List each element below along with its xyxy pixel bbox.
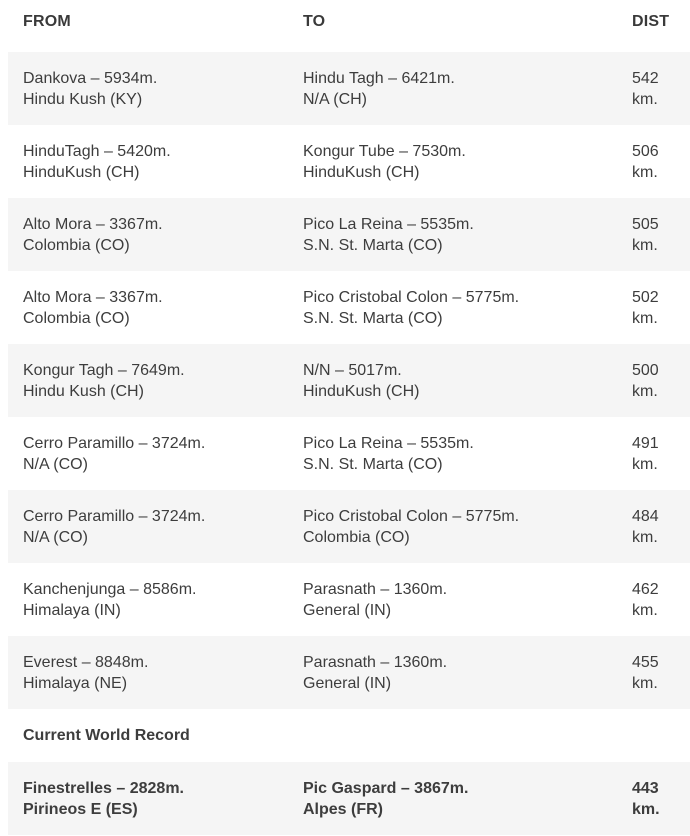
dist-number: 505 xyxy=(632,215,659,233)
to-cell xyxy=(288,68,617,110)
to-region: S.N. St. Marta (CO) xyxy=(303,236,443,254)
dist-unit: km. xyxy=(632,601,658,619)
dist-cell xyxy=(617,652,690,694)
table-row xyxy=(8,344,690,417)
record-to-cell xyxy=(288,778,617,820)
dist-cell xyxy=(617,579,690,621)
from-cell xyxy=(8,433,288,475)
record-dist-cell xyxy=(617,778,690,820)
from-name: Everest – 8848m. xyxy=(23,653,149,671)
to-cell xyxy=(288,287,617,329)
from-region: Himalaya (NE) xyxy=(23,674,128,692)
header-from: FROM xyxy=(23,13,71,30)
from-name: Kanchenjunga – 8586m. xyxy=(23,580,197,598)
dist-cell xyxy=(617,433,690,475)
from-region: Colombia (CO) xyxy=(23,309,130,327)
dist-unit: km. xyxy=(632,455,658,473)
dist-unit: km. xyxy=(632,163,658,181)
from-cell xyxy=(8,287,288,329)
record-row xyxy=(8,762,690,835)
from-cell xyxy=(8,360,288,402)
record-to-name: Pic Gaspard – 3867m. xyxy=(303,779,469,797)
to-region: HinduKush (CH) xyxy=(303,163,420,181)
to-region: General (IN) xyxy=(303,674,392,692)
from-name: Alto Mora – 3367m. xyxy=(23,288,163,306)
to-name: Pico Cristobal Colon – 5775m. xyxy=(303,288,520,306)
table-row xyxy=(8,125,690,198)
table-row xyxy=(8,563,690,636)
dist-unit: km. xyxy=(632,528,658,546)
dist-cell xyxy=(617,68,690,110)
to-name: Pico La Reina – 5535m. xyxy=(303,434,474,452)
dist-unit: km. xyxy=(632,90,658,108)
table-row xyxy=(8,198,690,271)
to-region: General (IN) xyxy=(303,601,392,619)
dist-cell xyxy=(617,141,690,183)
to-cell xyxy=(288,214,617,256)
to-name: Kongur Tube – 7530m. xyxy=(303,142,466,160)
from-name: HinduTagh – 5420m. xyxy=(23,142,171,160)
table-row xyxy=(8,417,690,490)
to-name: Hindu Tagh – 6421m. xyxy=(303,69,455,87)
to-cell xyxy=(288,360,617,402)
from-region: Himalaya (IN) xyxy=(23,601,121,619)
from-name: Cerro Paramillo – 3724m. xyxy=(23,507,206,525)
dist-cell xyxy=(617,360,690,402)
from-cell xyxy=(8,579,288,621)
record-dist-unit: km. xyxy=(632,800,660,818)
record-dist-number: 443 xyxy=(632,779,659,797)
dist-number: 484 xyxy=(632,507,659,525)
from-name: Cerro Paramillo – 3724m. xyxy=(23,434,206,452)
dist-number: 462 xyxy=(632,580,659,598)
dist-unit: km. xyxy=(632,309,658,327)
record-from-region: Pirineos E (ES) xyxy=(23,800,138,818)
table-header xyxy=(8,0,690,45)
to-cell xyxy=(288,433,617,475)
to-cell xyxy=(288,506,617,548)
from-region: Hindu Kush (KY) xyxy=(23,90,143,108)
from-region: HinduKush (CH) xyxy=(23,163,140,181)
record-from-name: Finestrelles – 2828m. xyxy=(23,779,184,797)
dist-number: 455 xyxy=(632,653,659,671)
from-cell xyxy=(8,68,288,110)
from-name: Kongur Tagh – 7649m. xyxy=(23,361,185,379)
to-cell xyxy=(288,579,617,621)
from-name: Alto Mora – 3367m. xyxy=(23,215,163,233)
dist-unit: km. xyxy=(632,382,658,400)
from-cell xyxy=(8,652,288,694)
from-region: N/A (CO) xyxy=(23,528,88,546)
table-row xyxy=(8,490,690,563)
to-cell xyxy=(288,652,617,694)
record-to-region: Alpes (FR) xyxy=(303,800,383,818)
dist-cell xyxy=(617,506,690,548)
dist-number: 491 xyxy=(632,434,659,452)
to-cell xyxy=(288,141,617,183)
to-name: N/N – 5017m. xyxy=(303,361,402,379)
record-section-title: Current World Record xyxy=(23,726,190,744)
dist-cell xyxy=(617,214,690,256)
to-region: S.N. St. Marta (CO) xyxy=(303,455,443,473)
from-cell xyxy=(8,141,288,183)
dist-number: 506 xyxy=(632,142,659,160)
table-row xyxy=(8,636,690,709)
from-name: Dankova – 5934m. xyxy=(23,69,158,87)
to-region: Colombia (CO) xyxy=(303,528,410,546)
from-region: Hindu Kush (CH) xyxy=(23,382,144,400)
dist-number: 542 xyxy=(632,69,659,87)
from-region: Colombia (CO) xyxy=(23,236,130,254)
dist-unit: km. xyxy=(632,236,658,254)
record-from-cell xyxy=(8,778,288,820)
dist-unit: km. xyxy=(632,674,658,692)
dist-number: 502 xyxy=(632,288,659,306)
table-row xyxy=(8,271,690,344)
to-name: Parasnath – 1360m. xyxy=(303,653,448,671)
from-cell xyxy=(8,506,288,548)
to-region: HinduKush (CH) xyxy=(303,382,420,400)
from-cell xyxy=(8,214,288,256)
to-name: Parasnath – 1360m. xyxy=(303,580,448,598)
dist-cell xyxy=(617,287,690,329)
to-region: S.N. St. Marta (CO) xyxy=(303,309,443,327)
to-name: Pico La Reina – 5535m. xyxy=(303,215,474,233)
from-region: N/A (CO) xyxy=(23,455,88,473)
header-dist: DIST xyxy=(632,13,670,30)
to-region: N/A (CH) xyxy=(303,90,367,108)
to-name: Pico Cristobal Colon – 5775m. xyxy=(303,507,520,525)
table-row xyxy=(8,52,690,125)
header-to: TO xyxy=(303,13,326,30)
dist-number: 500 xyxy=(632,361,659,379)
